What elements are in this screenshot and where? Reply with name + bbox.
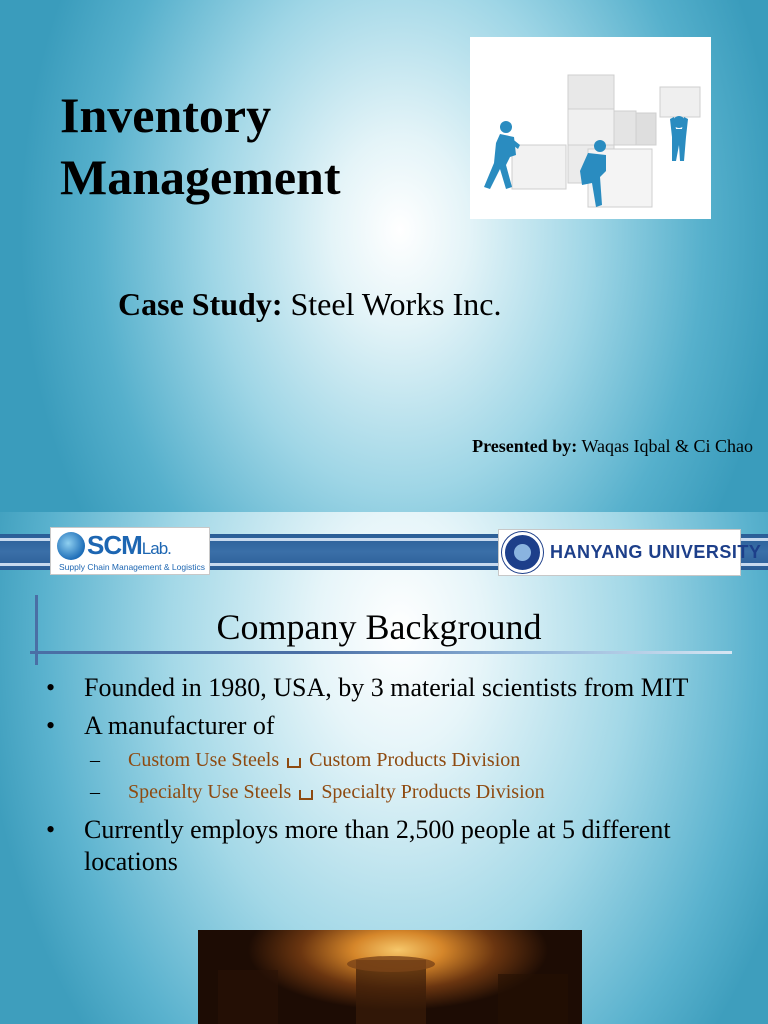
list-item-text: A manufacturer of	[84, 711, 275, 740]
workers-moving-boxes-icon	[470, 37, 711, 219]
list-item	[46, 710, 736, 808]
slide-title	[60, 84, 341, 208]
list-item	[46, 814, 736, 878]
sub-list-item	[84, 744, 736, 776]
presenters-line	[472, 436, 753, 457]
dash-icon: –	[90, 749, 100, 771]
slide-title-line-2: Management	[60, 149, 341, 205]
steel-furnace-photo	[198, 930, 582, 1024]
title-underline	[30, 651, 732, 654]
globe-icon	[57, 532, 85, 560]
bullet-icon: •	[46, 673, 56, 702]
sub-item-to: Custom Products Division	[309, 749, 521, 771]
sub-item-from: Specialty Use Steels	[128, 781, 292, 803]
slide-title: Company Background	[216, 607, 542, 647]
scmlab-logo-name	[87, 530, 171, 561]
dash-icon: –	[90, 781, 100, 803]
slide-title-line-1: Inventory	[60, 87, 272, 143]
scmlab-logo-main: SCM	[87, 530, 142, 560]
hanyang-university-name: HANYANG UNIVERSITY	[550, 542, 762, 562]
presented-by-label: Presented by:	[472, 436, 578, 456]
bullet-icon: •	[46, 711, 56, 740]
bullet-list	[46, 672, 736, 884]
case-study-line	[118, 286, 501, 323]
university-seal-icon	[502, 532, 543, 573]
list-item-text: Founded in 1980, USA, by 3 material scientists from MIT	[84, 673, 689, 702]
case-study-value: Steel Works Inc.	[290, 286, 502, 322]
list-item-text: Currently employs more than 2,500 people at 5 different locations	[84, 815, 671, 876]
presenters-names: Waqas Iqbal & Ci Chao	[581, 436, 753, 456]
scmlab-logo-suffix: Lab.	[141, 539, 171, 558]
arrow-icon	[287, 758, 301, 768]
scmlab-logo	[50, 527, 210, 575]
scmlab-logo-subtitle: Supply Chain Management & Logistics	[59, 562, 205, 572]
list-item	[46, 672, 736, 704]
arrow-icon	[299, 790, 313, 800]
bullet-icon: •	[46, 815, 56, 844]
hanyang-university-logo	[498, 529, 762, 576]
sub-bullet-list	[84, 744, 736, 808]
sub-item-to: Specialty Products Division	[321, 781, 545, 803]
sub-item-from: Custom Use Steels	[128, 749, 280, 771]
slide-company-background	[0, 512, 768, 1024]
sub-list-item	[84, 776, 736, 808]
case-study-label: Case Study:	[118, 286, 283, 322]
